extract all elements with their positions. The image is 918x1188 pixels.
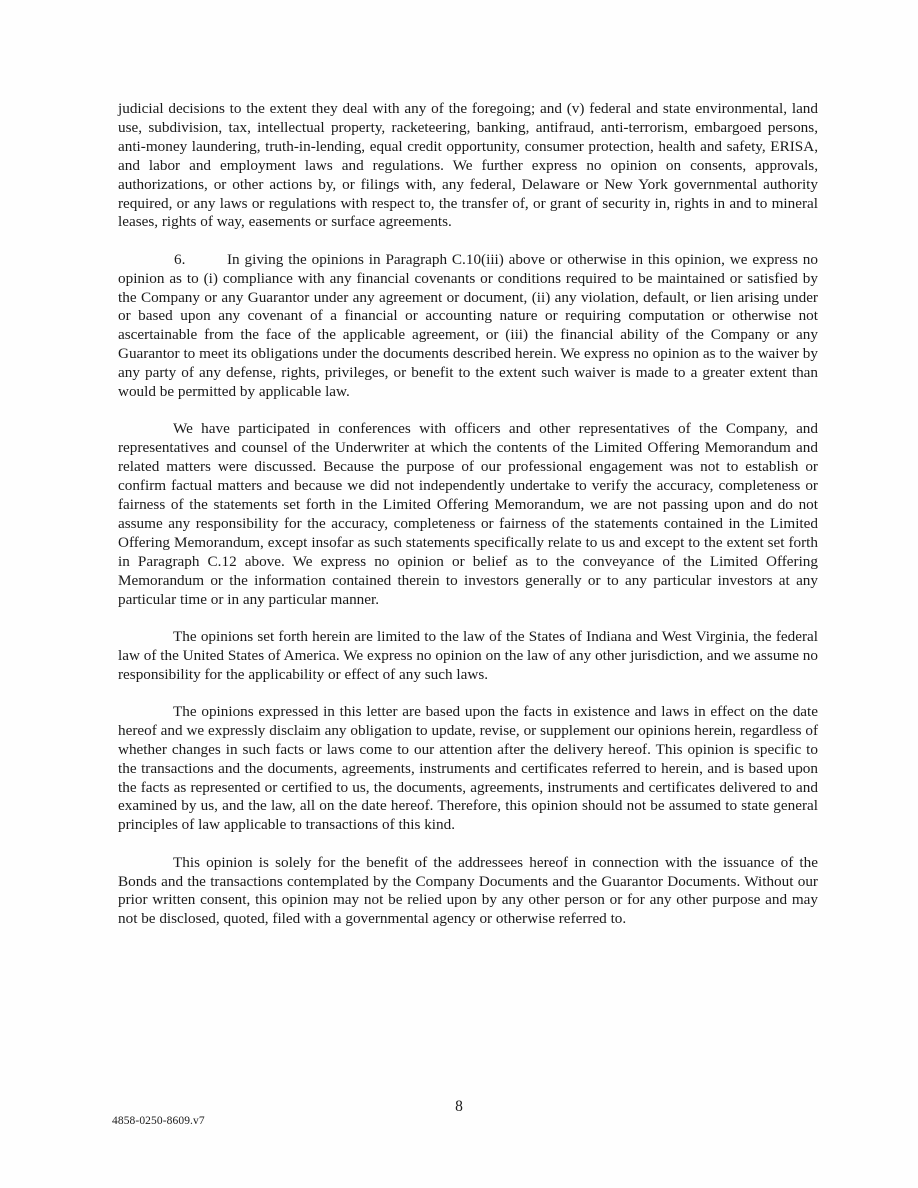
paragraph-reliance: This opinion is solely for the benefit of the addressees hereof in connection with the issuance of the Bonds and the transactions contemplated by the Company Documents and the Guarantor Documents. Without our prior written consent, this opinion may not be relied upon by any other person or for any other purpose and may not be disclosed, quoted, filed with a governmental agency or otherwise referred to. (118, 853, 818, 928)
paragraph-facts-basis: The opinions expressed in this letter are based upon the facts in existence and laws in effect on the date hereof and we expressly disclaim any obligation to update, revise, or supplement our opinions herein, regardless of whether changes in such facts or laws come to our attention after the delivery hereof. This opinion is specific to the transactions and the documents, agreements, instruments and certificates referred to herein, and is based upon the facts as represented or certified to us, the documents, agreements, instruments and certificates delivered to and examined by us, and the law, all on the date hereof. Therefore, this opinion should not be assumed to state general principles of law applicable to transactions of this kind. (118, 702, 818, 834)
paragraph-continuation: judicial decisions to the extent they deal with any of the foregoing; and (v) federal and state environmental, land use, subdivision, tax, intellectual property, racketeering, banking, antifraud, anti-terrorism, embargoed persons, anti-money laundering, truth-in-lending, equal credit opportunity, consumer protection, health and safety, ERISA, and labor and employment laws and regulations. We further express no opinion on consents, approvals, authorizations, or other actions by, or filings with, any federal, Delaware or New York governmental authority required, or any laws or regulations with respect to, the transfer of, or grant of security in, rights in and to mineral leases, rights of way, easements or surface agreements. (118, 100, 818, 231)
paragraph-item-6 (118, 251, 818, 402)
paragraph-governing-law: The opinions set forth herein are limited to the law of the States of Indiana and West Virginia, the federal law of the United States of America. We express no opinion on the law of any other jurisdiction, and we assume no responsibility for the applicability or effect of any such laws. (118, 627, 818, 683)
item-number: 6. (174, 250, 186, 268)
document-id: 4858-0250-8609.v7 (112, 1115, 205, 1127)
body-text (118, 100, 818, 948)
item-6-text: In giving the opinions in Paragraph C.10(iii) above or otherwise in this opinion, we express no opinion as to (i) compliance with any financial covenants or conditions required to be maintained or satisfied by the Company or any Guarantor under any agreement or document, (ii) any violation, default, or lien arising under or based upon any covenant of a financial or accounting nature or requiring computation or otherwise not ascertainable from the face of the applicable agreement, or (iii) the financial ability of the Company or any Guarantor to meet its obligations under the documents described herein. We express no opinion as to the waiver by any party of any defense, rights, privileges, or benefit to the extent such waiver is made to a greater extent than would be permitted by applicable law. (118, 250, 818, 401)
page-number: 8 (455, 1098, 463, 1115)
paragraph-conferences: We have participated in conferences with officers and other representatives of the Company, and representatives and counsel of the Underwriter at which the contents of the Limited Offering Memorandum and related matters were discussed. Because the purpose of our professional engagement was not to establish or confirm factual matters and because we did not independently undertake to verify the accuracy, completeness or fairness of the statements set forth in the Limited Offering Memorandum, we are not passing upon and do not assume any responsibility for the accuracy, completeness or fairness of the statements contained in the Limited Offering Memorandum, except insofar as such statements specifically relate to us and except to the extent set forth in Paragraph C.12 above. We express no opinion or belief as to the conveyance of the Limited Offering Memorandum or the information contained therein to investors generally or to any particular investors at any particular time or in any particular manner. (118, 420, 818, 608)
